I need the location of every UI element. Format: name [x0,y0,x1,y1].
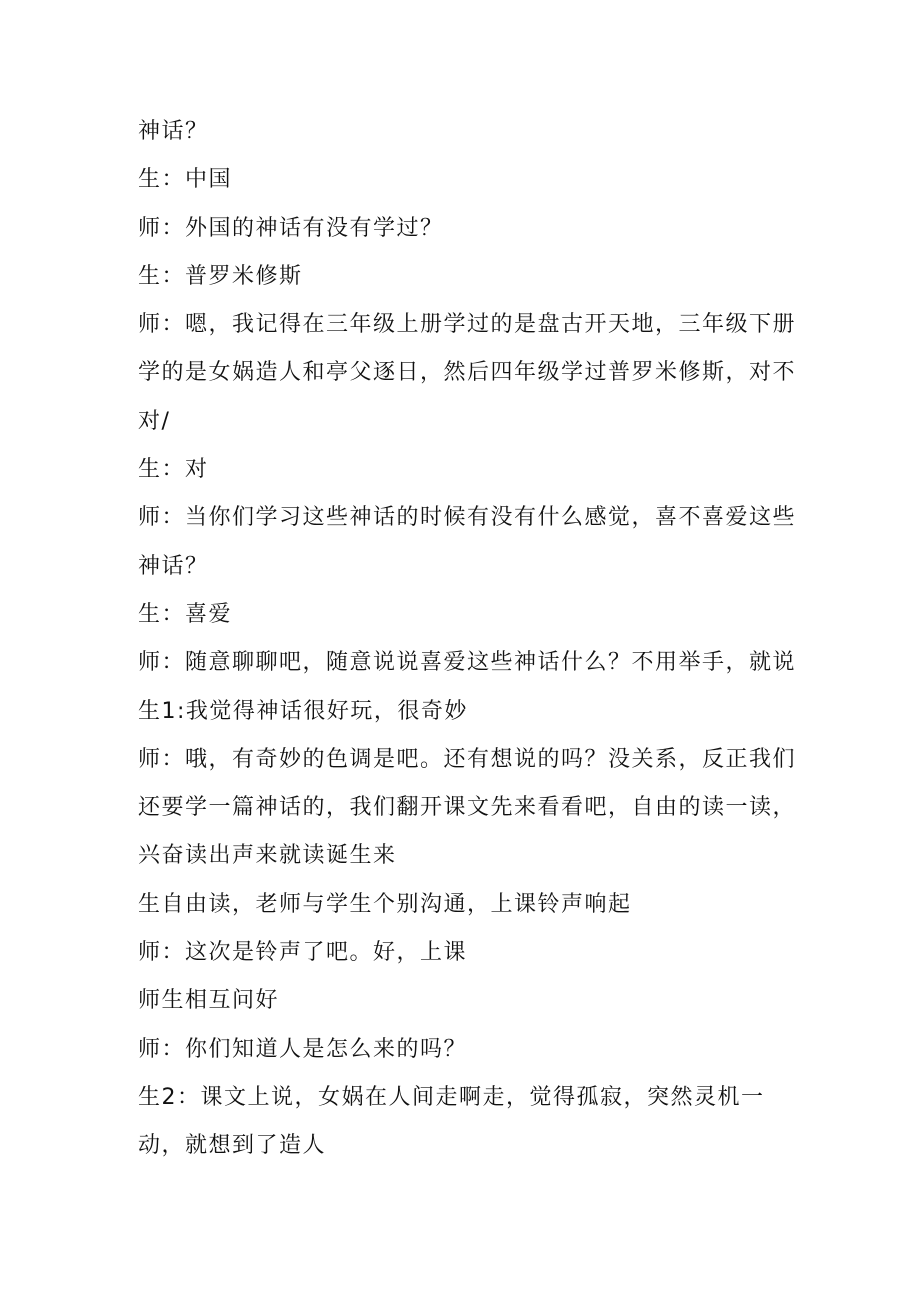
text-line: 兴奋读出声来就读诞生来 [138,843,397,869]
text-line: 师：你们知道人是怎么来的吗？ [138,1036,468,1062]
text-line: 神话？ [138,553,209,579]
text-line: 生：中国 [138,167,233,193]
text-line: 生1:我觉得神话很好玩，很奇妙 [138,698,468,724]
text-line: 师：外国的神话有没有学过？ [138,215,444,241]
text-line: 对/ [138,408,171,434]
text-line: 师：随意聊聊吧，随意说说喜爱这些神话什么？不用举手，就说 [138,650,797,676]
text-line: 师：这次是铃声了吧。好，上课 [138,940,468,966]
text-line: 师生相互问好 [138,988,280,1014]
text-line: 神话？ [138,119,209,144]
text-line: 师：当你们学习这些神话的时候有没有什么感觉，喜不喜爱这些 [138,505,797,531]
text-line: 生：喜爱 [138,601,233,627]
text-line: 师：哦，有奇妙的色调是吧。还有想说的吗？没关系，反正我们 [138,746,797,772]
text-line: 生：对 [138,457,209,483]
text-line: 生2：课文上说，女娲在人间走啊走，觉得孤寂，突然灵机一 [138,1084,765,1110]
text-line: 生自由读，老师与学生个别沟通，上课铃声响起 [138,891,632,917]
text-line: 动，就想到了造人 [138,1133,327,1159]
text-line: 生：普罗米修斯 [138,263,303,289]
transcript-text [138,108,798,1171]
text-line: 还要学一篇神话的，我们翻开课文先来看看吧，自由的读一读， [138,795,797,821]
text-line: 师：嗯，我记得在三年级上册学过的是盘古开天地，三年级下册 [138,312,797,338]
text-line: 学的是女娲造人和亭父逐日，然后四年级学过普罗米修斯，对不 [138,360,797,386]
